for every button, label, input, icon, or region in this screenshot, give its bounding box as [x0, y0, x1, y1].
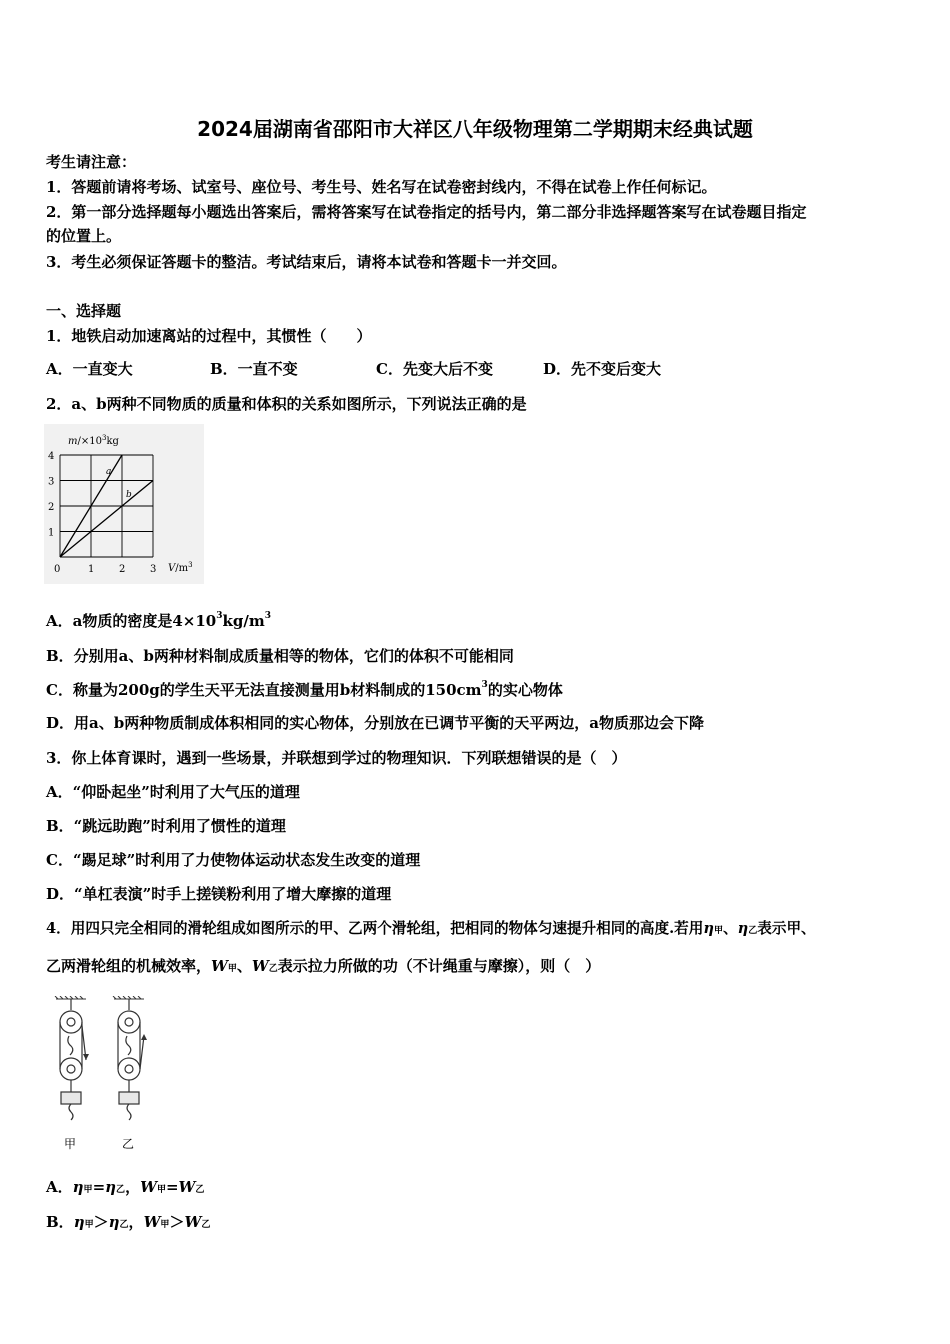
- line-a-label: a: [106, 467, 112, 477]
- q2-option-b: B．分别用a、b两种材料制成质量相等的物体，它们的体积不可能相同: [46, 647, 514, 665]
- q1-option-a: A．一直变大: [46, 360, 133, 378]
- y-tick-label: 3: [48, 476, 55, 488]
- q3-option-c: C．“踢足球”时利用了力使物体运动状态发生改变的道理: [46, 851, 421, 869]
- q4-stem-line2: 乙两滑轮组的机械效率，W甲、W乙表示拉力所做的功（不计绳重与摩擦），则（ ）: [46, 957, 601, 975]
- page-title: 2024届湖南省邵阳市大祥区八年级物理第二学期期末经典试题: [197, 117, 753, 141]
- q1-option-d: D．先不变后变大: [543, 360, 662, 378]
- x-tick-label: 0: [54, 564, 61, 575]
- q4-option-a: A．η甲=η乙，W甲=W乙: [46, 1178, 205, 1196]
- y-tick-label: 2: [48, 502, 55, 513]
- q4-option-b: B．η甲＞η乙，W甲＞W乙: [46, 1213, 211, 1231]
- x-tick-label: 1: [88, 564, 95, 575]
- notice-item-2: 2．第一部分选择题每小题选出答案后，需将答案写在试卷指定的括号内，第二部分非选择题答案写在试卷题目指定: [46, 203, 807, 221]
- fig-label-yi: 乙: [122, 1137, 135, 1151]
- x-axis-label: $V/m^3$: [168, 561, 193, 574]
- q1-option-c: C．先变大后不变: [376, 360, 493, 378]
- q2-option-c: C．称量为200g的学生天平无法直接测量用b材料制成的$150cm^3$的实心物体: [46, 680, 563, 699]
- notice-item-2-cont: 的位置上。: [46, 227, 122, 245]
- x-tick-label: 2: [119, 564, 126, 575]
- y-axis-label: $m/\times 10^3kg$: [68, 434, 119, 447]
- q2-mass-volume-graph: [44, 424, 204, 584]
- line-b-label: b: [126, 490, 132, 500]
- notice-heading: 考生请注意：: [46, 153, 137, 171]
- y-tick-label: 1: [48, 527, 55, 539]
- notice-item-1: 1．答题前请将考场、试室号、座位号、考生号、姓名写在试卷密封线内，不得在试卷上作任何标记。: [46, 178, 717, 196]
- q3-option-b: B．“跳远助跑”时利用了惯性的道理: [46, 817, 286, 835]
- q4-pulley-figure: [50, 996, 160, 1154]
- q1-option-b: B．一直不变: [210, 360, 298, 378]
- q3-option-a: A．“仰卧起坐”时利用了大气压的道理: [46, 783, 300, 801]
- x-tick-label: 3: [150, 564, 157, 575]
- q2-option-d: D．用a、b两种物质制成体积相同的实心物体，分别放在已调节平衡的天平两边，a物质那边会下降: [46, 714, 704, 732]
- q2-stem: 2．a、b两种不同物质的质量和体积的关系如图所示，下列说法正确的是: [46, 395, 527, 413]
- y-tick-label: 4: [48, 451, 55, 462]
- q3-option-d: D．“单杠表演”时手上搓镁粉利用了增大摩擦的道理: [46, 885, 392, 903]
- section-heading: 一、选择题: [46, 302, 122, 320]
- q2-option-a: A．a物质的密度是$4\times 10^3kg/m^3$: [46, 611, 272, 630]
- q4-stem-line1: 4．用四只完全相同的滑轮组成如图所示的甲、乙两个滑轮组，把相同的物体匀速提升相同的高度.若用η甲、η乙表示甲、: [46, 920, 816, 937]
- fig-label-jia: 甲: [64, 1137, 77, 1151]
- q3-stem: 3．你上体育课时，遇到一些场景，并联想到学过的物理知识．下列联想错误的是（ ）: [46, 749, 627, 767]
- notice-item-3: 3．考生必须保证答题卡的整洁。考试结束后，请将本试卷和答题卡一并交回。: [46, 253, 567, 271]
- q1-stem: 1．地铁启动加速离站的过程中，其惯性（ ）: [46, 327, 372, 345]
